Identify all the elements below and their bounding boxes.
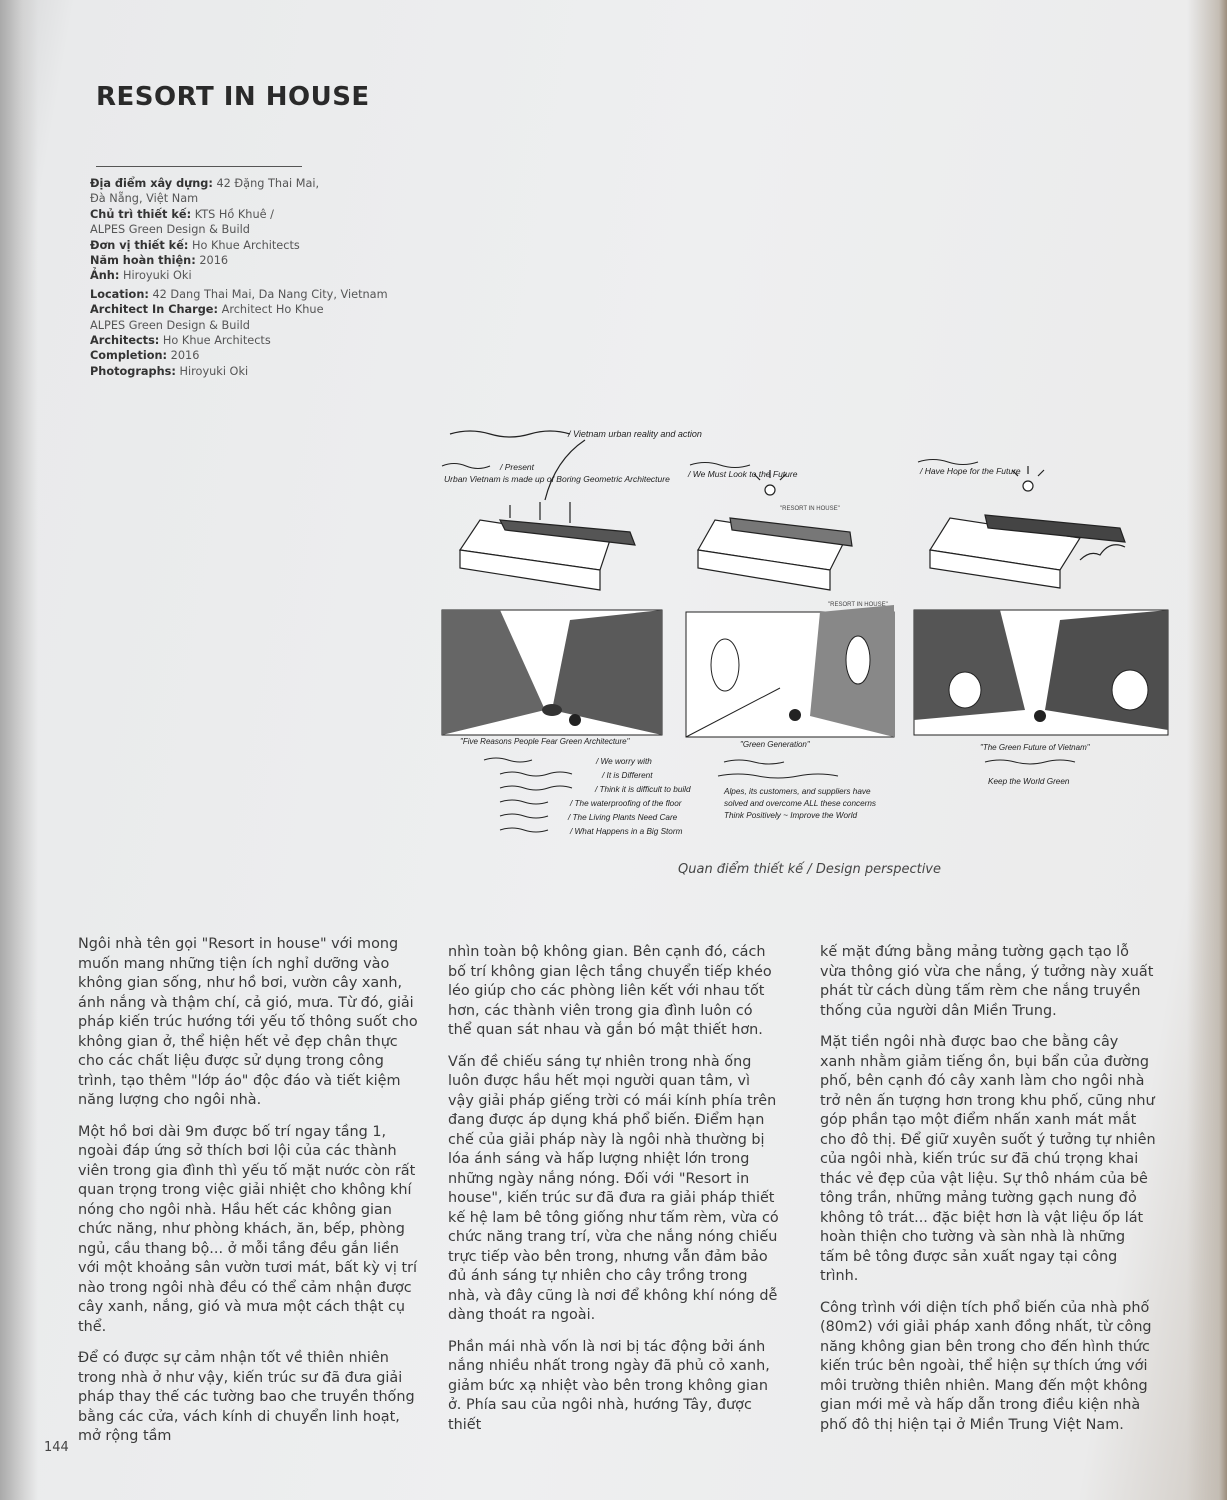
meta-row: Chủ trì thiết kế: KTS Hồ Khuê / <box>90 207 274 221</box>
meta-row: Architects: Ho Khue Architects <box>90 334 271 348</box>
figure-caption: Quan điểm thiết kế / Design perspective <box>678 862 941 877</box>
meta-row: Photographs: Hiroyuki Oki <box>90 364 249 378</box>
block-sketch-hope <box>930 466 1125 588</box>
body-column-3 <box>820 943 1156 1447</box>
svg-text:/ What Happens in a Big Storm: / What Happens in a Big Storm <box>570 827 683 836</box>
paragraph: Mặt tiền ngôi nhà được bao che bằng cây xanh nhằm giảm tiếng ồn, bụi bẩn của đường phố, bên cạnh đó cây xanh làm cho ngôi nhà trở nên ấn tượng hơn trong khu phố, cũng như góp phần tạo một điểm nhấn xanh mát mắt cho đô thị. Để giữ xuyên suốt ý tưởng tự nhiên của ngôi nhà, kiến trúc sư đã chú trọng khai thác vẻ đẹp của vật liệu. Sự thô nhám của bê tông trần, những mảng tường gạch nung đỏ không tô trát... đặc biệt hơn là vật liệu ốp lát hoàn thiện cho tường và sàn nhà là những tấm bê tông được sản xuất ngay tại công trình. <box>820 1034 1156 1284</box>
project-info-vi <box>90 176 420 284</box>
street-panel-present <box>442 610 662 746</box>
worry-list <box>484 757 691 836</box>
handwriting-scribble <box>918 460 978 465</box>
meta-row: Đà Nẵng, Việt Nam <box>90 192 199 206</box>
handwriting-scribble <box>690 463 750 468</box>
svg-text:/ The Living Plants Need Care: / The Living Plants Need Care <box>568 813 678 822</box>
street-panel-future <box>914 610 1168 752</box>
block-sketch-present <box>460 440 635 590</box>
svg-text:Keep the World Green: Keep the World Green <box>988 777 1070 786</box>
panel-label: "Green Generation" <box>740 740 810 749</box>
paragraph: Một hồ bơi dài 9m được bố trí ngay tầng 1, ngoài đáp ứng sở thích bơi lội của các thành viên trong gia đình thì yếu tố mặt nước còn rất quan trọng trong việc giải nhiệt cho không khí nóng cho ngôi nhà. Hầu hết các không gian chức năng, như phòng khách, ăn, bếp, phòng ngủ, cầu thang bộ... ở mỗi tầng đều gắn liền với một khoảng sân vườn tươi mát, bất kỳ vị trí nào trong ngôi nhà đều có thể cảm nhận được cây xanh, nắng, gió và mưa một cách thật cụ thể. <box>78 1123 417 1335</box>
paragraph: Vấn đề chiếu sáng tự nhiên trong nhà ống luôn được hầu hết mọi người quan tâm, vì vậy giải pháp giếng trời có mái kính phía trên đang được áp dụng khá phổ biến. Điểm hạn chế của giải pháp này là ngôi nhà thường bị lóa ánh sáng và hấp lượng nhiệt lớn trong những ngày nắng nóng. Đối với "Resort in house", kiến trúc sư đã đưa ra giải pháp thiết kế hệ lam bê tông giống như tấm rèm, vừa có chức năng trang trí, vừa che nắng nóng chiếu trực tiếp vào bên trong, nhưng vẫn đảm bảo đủ ánh sáng tự nhiên cho cây trồng trong nhà, và đây cũng là nơi để không khí nóng dễ dàng thoát ra ngoài. <box>448 1053 779 1323</box>
resort-label: "RESORT IN HOUSE" <box>780 506 840 512</box>
title-divider <box>96 166 302 167</box>
page-edge-right <box>1187 0 1227 1500</box>
paragraph: Để có được sự cảm nhận tốt về thiên nhiên trong nhà ở như vậy, kiến trúc sư đã đưa giải pháp thay thế các tường bao che truyền thống bằng các cửa, vách kính di chuyển linh hoạt, mở rộng tầm <box>78 1350 415 1444</box>
svg-text:solved and overcome ALL these: solved and overcome ALL these concerns <box>724 799 877 808</box>
svg-text:/ We worry with: / We worry with <box>596 757 652 766</box>
handwriting-scribble <box>442 464 490 469</box>
paragraph: kế mặt đứng bằng mảng tường gạch tạo lỗ vừa thông gió vừa che nắng, ý tưởng này xuất phát từ cách dùng tấm rèm che nắng truyền thống của người dân Miền Trung. <box>820 944 1154 1019</box>
meta-row: Đơn vị thiết kế: Ho Khue Architects <box>90 238 300 252</box>
paragraph: Công trình với diện tích phổ biến của nhà phố (80m2) với giải pháp xanh đồng nhất, từ công năng không gian bên trong cho đến hình thức kiến trúc bên ngoài, thể hiện sự thích ứng với môi trường thiên nhiên. Mang đến một không gian mới mẻ và hấp dẫn trong điều kiện nhà phố đô thị hiện tại ở Miền Trung Việt Nam. <box>820 1299 1152 1433</box>
future-label: / We Must Look to the Future <box>688 469 798 479</box>
meta-row: Location: 42 Dang Thai Mai, Da Nang City, Vietnam <box>90 287 388 301</box>
page-gutter-shadow <box>0 0 38 1500</box>
design-sketch-figure <box>440 420 1180 850</box>
meta-row: Địa điểm xây dựng: 42 Đặng Thai Mai, <box>90 177 320 190</box>
alpes-notes <box>718 760 876 820</box>
paragraph: nhìn toàn bộ không gian. Bên cạnh đó, cách bố trí không gian lệch tầng chuyển tiếp khéo léo giúp cho các phòng liên kết với nhau tốt hơn, các thành viên trong gia đình luôn có thể quan sát nhau và gắn bó mật thiết hơn. <box>448 944 772 1038</box>
meta-row: Năm hoàn thiện: 2016 <box>90 254 229 268</box>
paragraph: Ngôi nhà tên gọi "Resort in house" với mong muốn mang những tiện ích nghỉ dưỡng vào không gian sống, như hồ bơi, vườn cây xanh, ánh nắng và thậm chí, cả gió, mưa. Từ đó, giải pháp kiến trúc hướng tới yếu tố thông suốt cho không gian ở, thể hiện hết vẻ đẹp chân thực cho các chất liệu được sử dụng trong công trình, tạo thêm "lớp áo" độc đáo và tiết kiệm năng lượng cho ngôi nhà. <box>78 936 418 1108</box>
keep-green-note <box>985 760 1075 786</box>
handwriting-scribble <box>450 431 570 437</box>
block-sketch-future <box>698 470 852 590</box>
sketch-header: / Vietnam urban reality and action <box>568 429 702 439</box>
body-column-1 <box>78 935 423 1459</box>
page-number: 144 <box>44 1440 69 1455</box>
svg-text:Alpes, its customers, and supp: Alpes, its customers, and suppliers have <box>724 787 871 796</box>
street-panel-green <box>686 602 894 749</box>
sketch-drawing <box>440 420 1180 850</box>
meta-row: Architect In Charge: Architect Ho Khue <box>90 303 324 317</box>
meta-row: Completion: 2016 <box>90 349 200 363</box>
project-info-en <box>90 287 420 379</box>
paragraph: Phần mái nhà vốn là nơi bị tác động bởi ánh nắng nhiều nhất trong ngày đã phủ cỏ xanh, giảm bức xạ nhiệt vào bên trong không gian ở. Phía sau của ngôi nhà, hướng Tây, được thiết <box>448 1338 770 1433</box>
meta-row: ALPES Green Design & Build <box>90 318 250 332</box>
panel-label: "The Green Future of Vietnam" <box>980 743 1090 752</box>
meta-row: Ảnh: Hiroyuki Oki <box>90 269 192 283</box>
svg-text:/ Think it is difficult to bui: / Think it is difficult to build <box>595 785 691 794</box>
hope-label: / Have Hope for the Future <box>920 466 1021 476</box>
panel-label: "Five Reasons People Fear Green Architecture" <box>460 737 630 746</box>
resort-label: "RESORT IN HOUSE" <box>828 602 888 608</box>
page-title: RESORT IN HOUSE <box>96 82 370 112</box>
project-info <box>90 176 420 379</box>
svg-text:Think Positively ~ Improve the: Think Positively ~ Improve the World <box>724 811 858 820</box>
present-label: / Present <box>500 462 535 472</box>
present-subtitle: Urban Vietnam is made up of Boring Geometric Architecture <box>444 474 670 484</box>
svg-text:/ It is Different: / It is Different <box>602 771 653 780</box>
body-column-2 <box>448 943 780 1447</box>
svg-text:/ The waterproofing of the flo: / The waterproofing of the floor <box>570 799 682 808</box>
meta-row: ALPES Green Design & Build <box>90 223 250 237</box>
